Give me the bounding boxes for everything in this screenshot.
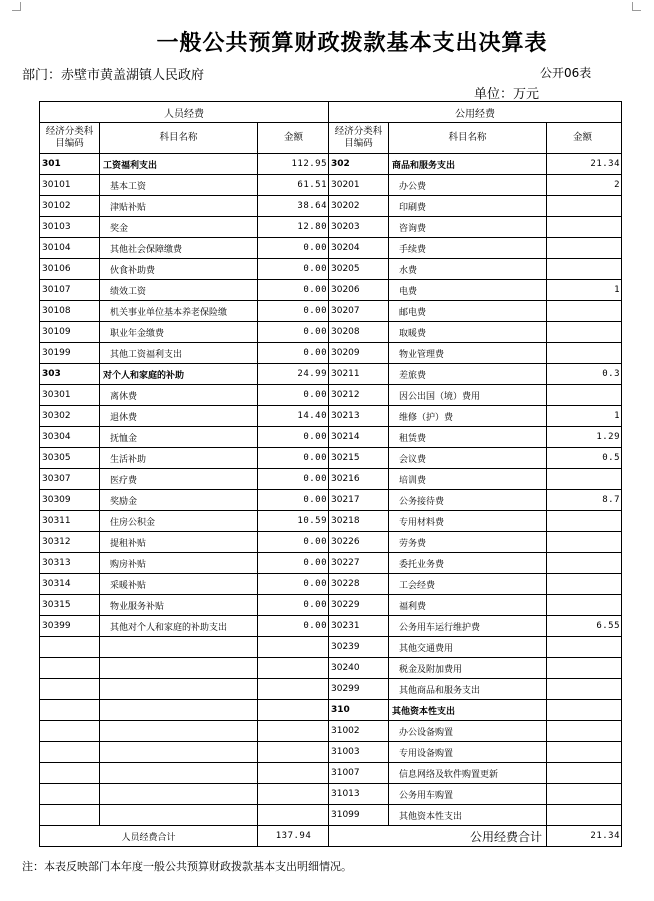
table-row (40, 637, 622, 658)
right-name-cell: 其他资本性支出 (389, 805, 547, 826)
right-code-cell: 30214 (329, 427, 389, 448)
table-row (40, 490, 622, 511)
right-name-cell: 会议费 (389, 448, 547, 469)
left-amount-cell: 0.00 (258, 301, 329, 322)
left-amount-cell: 0.00 (258, 280, 329, 301)
department-label: 部门：赤壁市黄盖湖镇人民政府 (22, 68, 205, 83)
right-name-cell: 手续费 (389, 238, 547, 259)
left-amount-cell (258, 658, 329, 679)
page-corner-mark-left (12, 2, 21, 11)
right-code-cell: 310 (329, 700, 389, 721)
table-row (40, 763, 622, 784)
left-name-cell: 基本工资 (100, 175, 258, 196)
left-code-cell: 30305 (40, 448, 100, 469)
left-code-cell: 30313 (40, 553, 100, 574)
left-amount-cell: 38.64 (258, 196, 329, 217)
right-code-cell: 30206 (329, 280, 389, 301)
right-name-cell: 委托业务费 (389, 553, 547, 574)
table-row (40, 658, 622, 679)
left-amount-cell (258, 700, 329, 721)
left-code-cell: 30106 (40, 259, 100, 280)
right-code-cell: 30216 (329, 469, 389, 490)
left-amount-cell: 0.00 (258, 532, 329, 553)
right-code-cell: 30212 (329, 385, 389, 406)
section-header-row (40, 102, 622, 123)
right-amount-cell (547, 532, 622, 553)
left-code-cell: 30199 (40, 343, 100, 364)
right-amount-cell (547, 385, 622, 406)
table-row (40, 511, 622, 532)
right-amount-cell: 8.7 (547, 490, 622, 511)
table-row (40, 406, 622, 427)
table-row (40, 448, 622, 469)
right-amount-cell (547, 259, 622, 280)
left-amount-cell: 0.00 (258, 469, 329, 490)
left-name-cell (100, 700, 258, 721)
right-code-cell: 30228 (329, 574, 389, 595)
right-code-cell: 30215 (329, 448, 389, 469)
table-row (40, 238, 622, 259)
right-amount-cell: 0.3 (547, 364, 622, 385)
left-amount-cell: 14.40 (258, 406, 329, 427)
left-amount-cell (258, 784, 329, 805)
footnote: 注：本表反映部门本年度一般公共预算财政拨款基本支出明细情况。 (22, 860, 352, 873)
left-name-cell: 伙食补助费 (100, 259, 258, 280)
table-row (40, 700, 622, 721)
right-name-cell: 公务用车购置 (389, 784, 547, 805)
unit-label: 单位：万元 (474, 87, 540, 102)
left-amount-cell (258, 742, 329, 763)
left-amount-cell: 0.00 (258, 448, 329, 469)
right-name-cell: 租赁费 (389, 427, 547, 448)
expenditure-table (39, 101, 622, 847)
left-code-cell: 30101 (40, 175, 100, 196)
personnel-total-label: 人员经费合计 (40, 826, 258, 847)
right-code-cell: 302 (329, 154, 389, 175)
right-amount-cell: 1 (547, 280, 622, 301)
amount-header-right: 金额 (547, 123, 622, 154)
table-row (40, 742, 622, 763)
right-amount-cell: 1.29 (547, 427, 622, 448)
left-name-cell (100, 763, 258, 784)
left-code-cell (40, 679, 100, 700)
left-name-cell: 离休费 (100, 385, 258, 406)
left-amount-cell: 61.51 (258, 175, 329, 196)
right-code-cell: 30227 (329, 553, 389, 574)
left-amount-cell: 0.00 (258, 427, 329, 448)
left-amount-cell: 0.00 (258, 616, 329, 637)
page-title: 一般公共预算财政拨款基本支出决算表 (156, 31, 548, 56)
right-code-cell: 30208 (329, 322, 389, 343)
right-amount-cell: 21.34 (547, 154, 622, 175)
left-amount-cell (258, 679, 329, 700)
right-name-cell: 其他商品和服务支出 (389, 679, 547, 700)
table-row (40, 721, 622, 742)
left-code-cell: 30307 (40, 469, 100, 490)
left-name-cell: 奖金 (100, 217, 258, 238)
table-row (40, 784, 622, 805)
right-code-cell: 30240 (329, 658, 389, 679)
left-code-cell: 30399 (40, 616, 100, 637)
left-name-cell: 提租补贴 (100, 532, 258, 553)
totals-row (40, 826, 622, 847)
right-code-cell: 30226 (329, 532, 389, 553)
right-name-cell: 信息网络及软件购置更新 (389, 763, 547, 784)
right-name-cell: 办公费 (389, 175, 547, 196)
right-code-cell: 30205 (329, 259, 389, 280)
right-name-cell: 福利费 (389, 595, 547, 616)
table-row (40, 259, 622, 280)
left-code-cell (40, 658, 100, 679)
right-name-cell: 工会经费 (389, 574, 547, 595)
right-amount-cell (547, 805, 622, 826)
left-name-cell: 采暖补贴 (100, 574, 258, 595)
right-amount-cell (547, 721, 622, 742)
left-name-cell (100, 637, 258, 658)
left-amount-cell (258, 637, 329, 658)
left-name-cell: 抚恤金 (100, 427, 258, 448)
right-name-cell: 维修（护）费 (389, 406, 547, 427)
right-code-cell: 31003 (329, 742, 389, 763)
right-name-cell: 商品和服务支出 (389, 154, 547, 175)
left-amount-cell: 12.80 (258, 217, 329, 238)
right-amount-cell (547, 511, 622, 532)
right-amount-cell: 1 (547, 406, 622, 427)
left-name-cell: 其他工资福利支出 (100, 343, 258, 364)
table-row (40, 154, 622, 175)
right-amount-cell (547, 322, 622, 343)
left-name-cell: 住房公积金 (100, 511, 258, 532)
page-corner-mark-right (632, 2, 641, 11)
name-header-right: 科目名称 (389, 123, 547, 154)
left-code-cell (40, 700, 100, 721)
table-row (40, 196, 622, 217)
right-name-cell: 因公出国（境）费用 (389, 385, 547, 406)
table-row (40, 280, 622, 301)
table-row (40, 595, 622, 616)
personnel-section-header: 人员经费 (40, 102, 329, 123)
right-amount-cell (547, 595, 622, 616)
right-amount-cell (547, 574, 622, 595)
left-code-cell: 301 (40, 154, 100, 175)
left-code-cell: 30109 (40, 322, 100, 343)
right-name-cell: 其他资本性支出 (389, 700, 547, 721)
left-code-cell: 30108 (40, 301, 100, 322)
right-name-cell: 劳务费 (389, 532, 547, 553)
right-name-cell: 印刷费 (389, 196, 547, 217)
table-row (40, 469, 622, 490)
right-amount-cell (547, 700, 622, 721)
left-code-cell: 30104 (40, 238, 100, 259)
left-amount-cell: 0.00 (258, 490, 329, 511)
right-code-cell: 30231 (329, 616, 389, 637)
left-code-cell: 30302 (40, 406, 100, 427)
left-name-cell: 绩效工资 (100, 280, 258, 301)
table-row (40, 427, 622, 448)
left-code-cell: 30103 (40, 217, 100, 238)
left-name-cell (100, 721, 258, 742)
right-amount-cell: 6.55 (547, 616, 622, 637)
left-code-cell: 30304 (40, 427, 100, 448)
personnel-total-value: 137.94 (258, 826, 329, 847)
left-code-cell: 30312 (40, 532, 100, 553)
table-row (40, 322, 622, 343)
right-name-cell: 物业管理费 (389, 343, 547, 364)
left-code-cell: 30314 (40, 574, 100, 595)
public-section-header: 公用经费 (329, 102, 622, 123)
left-name-cell (100, 784, 258, 805)
left-code-cell: 30301 (40, 385, 100, 406)
left-amount-cell (258, 721, 329, 742)
left-code-cell (40, 763, 100, 784)
amount-header-left: 金额 (258, 123, 329, 154)
left-name-cell (100, 805, 258, 826)
name-header-left: 科目名称 (100, 123, 258, 154)
right-amount-cell (547, 217, 622, 238)
right-name-cell: 差旅费 (389, 364, 547, 385)
left-name-cell: 物业服务补贴 (100, 595, 258, 616)
left-amount-cell: 24.99 (258, 364, 329, 385)
table-row (40, 364, 622, 385)
table-row (40, 805, 622, 826)
left-name-cell: 其他社会保障缴费 (100, 238, 258, 259)
left-code-cell (40, 742, 100, 763)
left-amount-cell: 10.59 (258, 511, 329, 532)
left-amount-cell: 112.95 (258, 154, 329, 175)
left-amount-cell: 0.00 (258, 343, 329, 364)
left-amount-cell: 0.00 (258, 553, 329, 574)
right-amount-cell (547, 469, 622, 490)
table-row (40, 679, 622, 700)
code-header-right: 经济分类科目编码 (329, 123, 389, 154)
right-amount-cell (547, 784, 622, 805)
right-name-cell: 电费 (389, 280, 547, 301)
left-name-cell: 退休费 (100, 406, 258, 427)
right-code-cell: 30239 (329, 637, 389, 658)
left-amount-cell: 0.00 (258, 595, 329, 616)
right-name-cell: 专用材料费 (389, 511, 547, 532)
right-code-cell: 30218 (329, 511, 389, 532)
right-name-cell: 培训费 (389, 469, 547, 490)
left-code-cell: 30309 (40, 490, 100, 511)
left-code-cell: 30107 (40, 280, 100, 301)
left-code-cell: 30315 (40, 595, 100, 616)
right-code-cell: 30203 (329, 217, 389, 238)
left-name-cell: 机关事业单位基本养老保险缴 (100, 301, 258, 322)
left-code-cell (40, 721, 100, 742)
right-code-cell: 30299 (329, 679, 389, 700)
right-code-cell: 30211 (329, 364, 389, 385)
right-code-cell: 31099 (329, 805, 389, 826)
left-name-cell: 医疗费 (100, 469, 258, 490)
left-name-cell (100, 658, 258, 679)
left-name-cell: 工资福利支出 (100, 154, 258, 175)
left-amount-cell: 0.00 (258, 385, 329, 406)
left-amount-cell: 0.00 (258, 574, 329, 595)
right-name-cell: 专用设备购置 (389, 742, 547, 763)
right-name-cell: 公务用车运行维护费 (389, 616, 547, 637)
left-amount-cell (258, 763, 329, 784)
table-row (40, 175, 622, 196)
left-code-cell (40, 805, 100, 826)
right-code-cell: 31002 (329, 721, 389, 742)
right-code-cell: 30207 (329, 301, 389, 322)
right-name-cell: 水费 (389, 259, 547, 280)
right-code-cell: 30202 (329, 196, 389, 217)
right-code-cell: 30217 (329, 490, 389, 511)
left-name-cell (100, 679, 258, 700)
right-code-cell: 30209 (329, 343, 389, 364)
table-row (40, 616, 622, 637)
right-amount-cell (547, 637, 622, 658)
right-amount-cell (547, 658, 622, 679)
left-amount-cell: 0.00 (258, 259, 329, 280)
left-name-cell: 生活补助 (100, 448, 258, 469)
table-row (40, 343, 622, 364)
right-amount-cell (547, 301, 622, 322)
left-amount-cell: 0.00 (258, 322, 329, 343)
right-code-cell: 30213 (329, 406, 389, 427)
right-code-cell: 30204 (329, 238, 389, 259)
right-name-cell: 取暖费 (389, 322, 547, 343)
code-header-left: 经济分类科目编码 (40, 123, 100, 154)
right-amount-cell (547, 763, 622, 784)
right-amount-cell (547, 196, 622, 217)
left-name-cell: 奖励金 (100, 490, 258, 511)
left-code-cell (40, 637, 100, 658)
table-row (40, 217, 622, 238)
left-code-cell (40, 784, 100, 805)
left-code-cell: 303 (40, 364, 100, 385)
left-code-cell: 30102 (40, 196, 100, 217)
right-amount-cell: 0.5 (547, 448, 622, 469)
left-code-cell: 30311 (40, 511, 100, 532)
right-name-cell: 邮电费 (389, 301, 547, 322)
left-name-cell: 其他对个人和家庭的补助支出 (100, 616, 258, 637)
public-total-label: 公用经费合计 (329, 826, 547, 847)
right-name-cell: 税金及附加费用 (389, 658, 547, 679)
left-amount-cell: 0.00 (258, 238, 329, 259)
public-total-value: 21.34 (547, 826, 622, 847)
right-amount-cell (547, 553, 622, 574)
column-header-row (40, 123, 622, 154)
right-amount-cell: 2 (547, 175, 622, 196)
table-row (40, 532, 622, 553)
right-amount-cell (547, 742, 622, 763)
left-name-cell: 职业年金缴费 (100, 322, 258, 343)
table-row (40, 301, 622, 322)
right-amount-cell (547, 679, 622, 700)
right-name-cell: 公务接待费 (389, 490, 547, 511)
left-name-cell: 津贴补贴 (100, 196, 258, 217)
left-name-cell: 购房补贴 (100, 553, 258, 574)
right-name-cell: 咨询费 (389, 217, 547, 238)
left-name-cell: 对个人和家庭的补助 (100, 364, 258, 385)
right-amount-cell (547, 238, 622, 259)
table-row (40, 553, 622, 574)
left-name-cell (100, 742, 258, 763)
table-row (40, 574, 622, 595)
right-name-cell: 其他交通费用 (389, 637, 547, 658)
right-code-cell: 30201 (329, 175, 389, 196)
table-row (40, 385, 622, 406)
right-amount-cell (547, 343, 622, 364)
right-code-cell: 31007 (329, 763, 389, 784)
left-amount-cell (258, 805, 329, 826)
right-name-cell: 办公设备购置 (389, 721, 547, 742)
right-code-cell: 30229 (329, 595, 389, 616)
right-code-cell: 31013 (329, 784, 389, 805)
table-number: 公开06表 (540, 66, 592, 80)
